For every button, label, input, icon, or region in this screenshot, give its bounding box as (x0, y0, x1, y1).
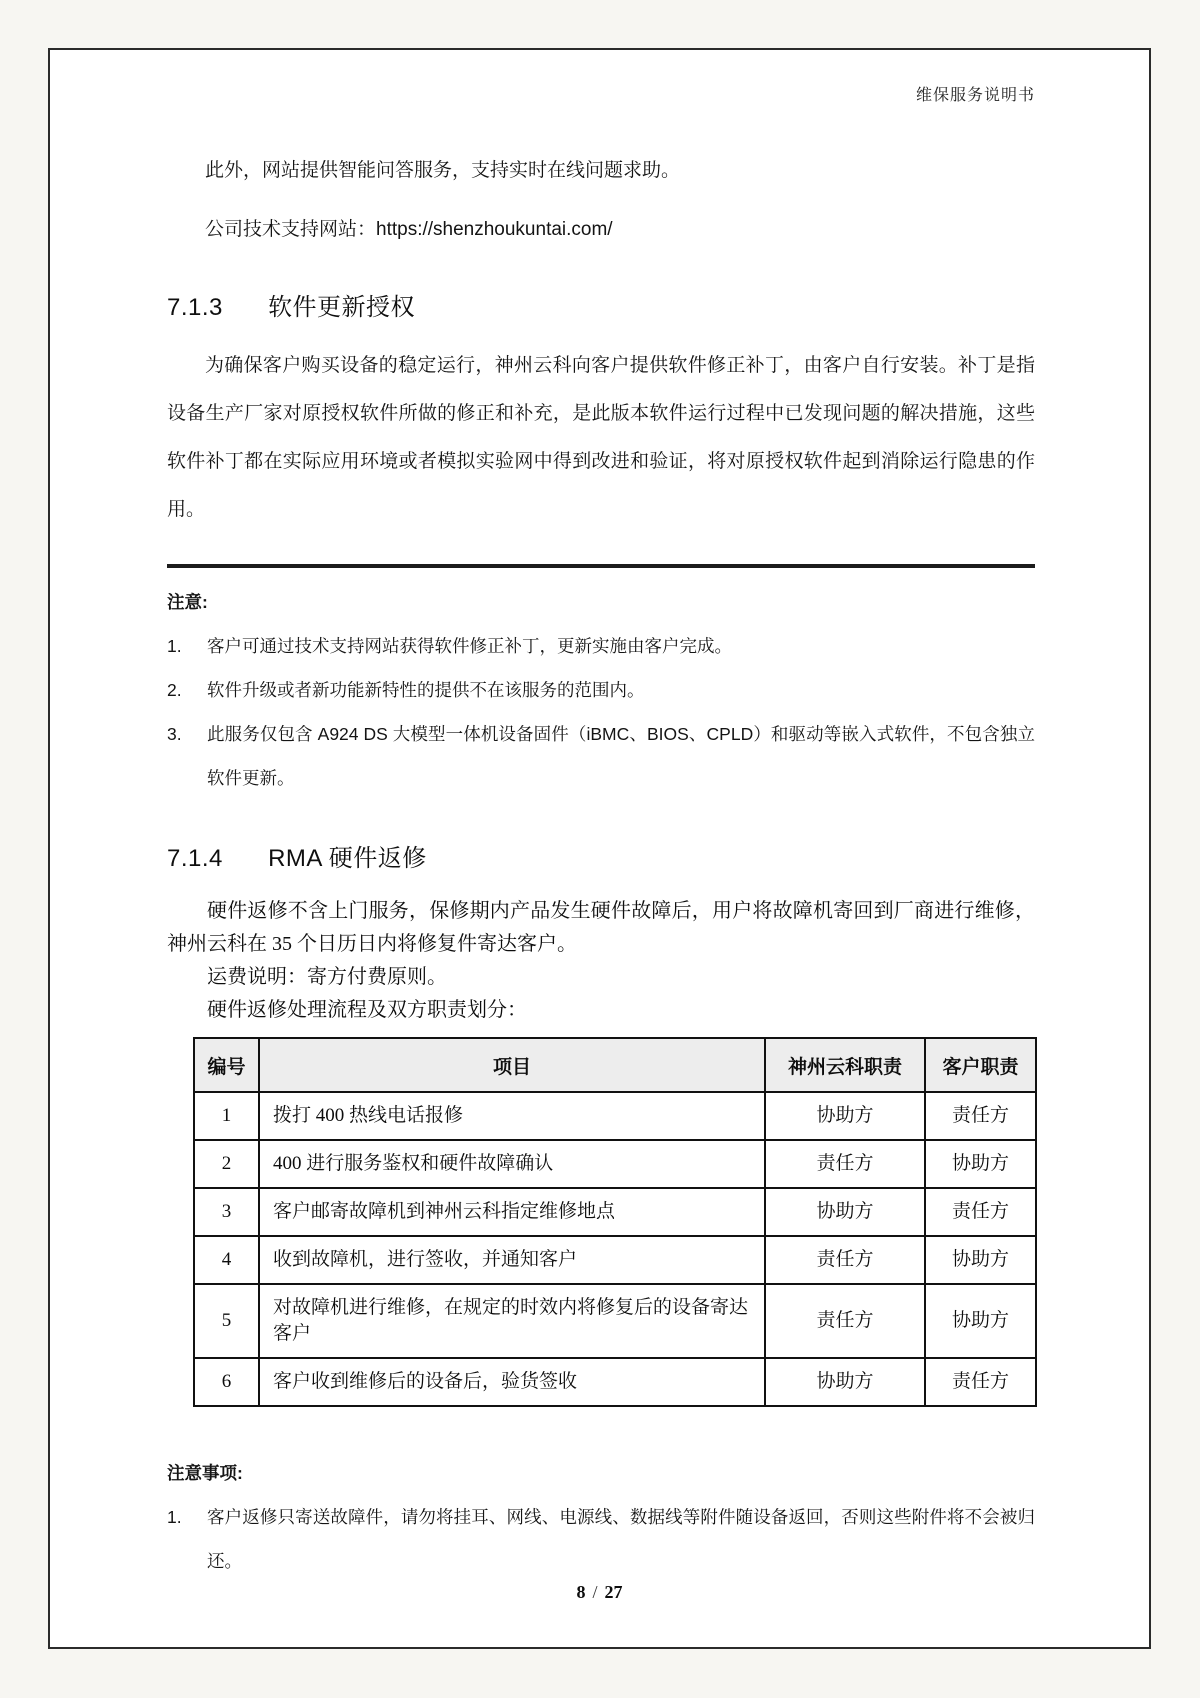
table-head (194, 1038, 1036, 1092)
cell-customer-responsibility: 责任方 (925, 1358, 1036, 1406)
table-header-cell: 客户职责 (925, 1038, 1036, 1092)
table-row (194, 1236, 1036, 1284)
page-number-separator: / (592, 1582, 598, 1602)
notice-item (167, 1495, 1035, 1583)
page-number-current: 8 (576, 1582, 586, 1602)
cell-vendor-responsibility: 协助方 (765, 1188, 925, 1236)
cell-row-number: 5 (194, 1284, 259, 1358)
cell-row-number: 3 (194, 1188, 259, 1236)
section-7-1-3-heading (167, 287, 1035, 322)
table-header-cell: 编号 (194, 1038, 259, 1092)
note-item (167, 624, 1035, 668)
cell-item: 收到故障机，进行签收，并通知客户 (259, 1236, 765, 1284)
cell-customer-responsibility: 责任方 (925, 1188, 1036, 1236)
page-content (167, 82, 1035, 1583)
notes-list (167, 624, 1035, 800)
section-7-1-4-heading (167, 838, 1035, 873)
table-body (194, 1092, 1036, 1406)
table-row (194, 1284, 1036, 1358)
cell-row-number: 1 (194, 1092, 259, 1140)
section-7-1-4-number: 7.1.4 (167, 845, 223, 872)
note-item (167, 712, 1035, 800)
note-label: 注意: (167, 592, 208, 612)
note-item (167, 668, 1035, 712)
table-header-cell: 项目 (259, 1038, 765, 1092)
notices-list (167, 1495, 1035, 1583)
cell-vendor-responsibility: 责任方 (765, 1140, 925, 1188)
rma-notice-block (167, 1451, 1035, 1583)
cell-vendor-responsibility: 协助方 (765, 1358, 925, 1406)
note-item-text: 此服务仅包含 A924 DS 大模型一体机设备固件（iBMC、BIOS、CPLD）和驱动等嵌入式软件，不包含独立软件更新。 (207, 724, 1035, 788)
intro-line-2: 公司技术支持网站：https://shenzhoukuntai.com/ (205, 219, 613, 240)
table-row (194, 1140, 1036, 1188)
section-7-1-3-paragraph: 为确保客户购买设备的稳定运行，神州云科向客户提供软件修正补丁，由客户自行安装。补丁是指设备生产厂家对原授权软件所做的修正和补充，是此版本软件运行过程中已发现问题的解决措施，这些软件补丁都在实际应用环境或者模拟实验网中得到改进和验证，将对原授权软件起到消除运行隐患的作用。 (167, 355, 1035, 520)
cell-item: 客户收到维修后的设备后，验货签收 (259, 1358, 765, 1406)
cell-vendor-responsibility: 责任方 (765, 1284, 925, 1358)
software-update-note-block (167, 580, 1035, 800)
cell-item: 400 进行服务鉴权和硬件故障确认 (259, 1140, 765, 1188)
cell-item: 拨打 400 热线电话报修 (259, 1092, 765, 1140)
cell-item: 客户邮寄故障机到神州云科指定维修地点 (259, 1188, 765, 1236)
document-page (48, 48, 1151, 1649)
cell-customer-responsibility: 协助方 (925, 1284, 1036, 1358)
horizontal-rule (167, 564, 1035, 568)
intro-line-1: 此外，网站提供智能问答服务，支持实时在线问题求助。 (205, 160, 681, 181)
header-title: 维保服务说明书 (915, 87, 1035, 104)
page-number-total: 27 (604, 1582, 623, 1602)
notice-item-number: 1. (167, 1507, 182, 1527)
page-header (167, 82, 1035, 105)
table-row (194, 1092, 1036, 1140)
cell-vendor-responsibility: 协助方 (765, 1092, 925, 1140)
section-7-1-3-title: 软件更新授权 (268, 294, 416, 321)
page-footer (50, 1582, 1149, 1603)
note-item-number: 1. (167, 636, 182, 656)
cell-row-number: 2 (194, 1140, 259, 1188)
freight-line: 运费说明：寄方付费原则。 (207, 966, 447, 988)
cell-vendor-responsibility: 责任方 (765, 1236, 925, 1284)
table-intro-line: 硬件返修处理流程及双方职责划分： (207, 999, 527, 1021)
notice-label: 注意事项: (167, 1463, 243, 1483)
cell-row-number: 6 (194, 1358, 259, 1406)
section-7-1-4-title: RMA 硬件返修 (268, 845, 427, 872)
table-row (194, 1188, 1036, 1236)
cell-item: 对故障机进行维修，在规定的时效内将修复后的设备寄达客户 (259, 1284, 765, 1358)
rma-responsibility-table (193, 1037, 1037, 1407)
note-item-number: 2. (167, 680, 182, 700)
rma-description-block (167, 895, 1035, 1027)
cell-customer-responsibility: 责任方 (925, 1092, 1036, 1140)
cell-customer-responsibility: 协助方 (925, 1236, 1036, 1284)
note-item-text: 客户可通过技术支持网站获得软件修正补丁，更新实施由客户完成。 (207, 636, 732, 656)
rma-paragraph: 硬件返修不含上门服务，保修期内产品发生硬件故障后，用户将故障机寄回到厂商进行维修，神州云科在 35 个日历日内将修复件寄达客户。 (167, 900, 1035, 955)
table-header-cell: 神州云科职责 (765, 1038, 925, 1092)
note-item-text: 软件升级或者新功能新特性的提供不在该服务的范围内。 (207, 680, 645, 700)
note-item-number: 3. (167, 724, 182, 744)
section-7-1-3-number: 7.1.3 (167, 294, 223, 321)
notice-item-text: 客户返修只寄送故障件，请勿将挂耳、网线、电源线、数据线等附件随设备返回，否则这些附件将不会被归还。 (207, 1507, 1035, 1571)
table-header-row (194, 1038, 1036, 1092)
cell-row-number: 4 (194, 1236, 259, 1284)
table-row (194, 1358, 1036, 1406)
cell-customer-responsibility: 协助方 (925, 1140, 1036, 1188)
